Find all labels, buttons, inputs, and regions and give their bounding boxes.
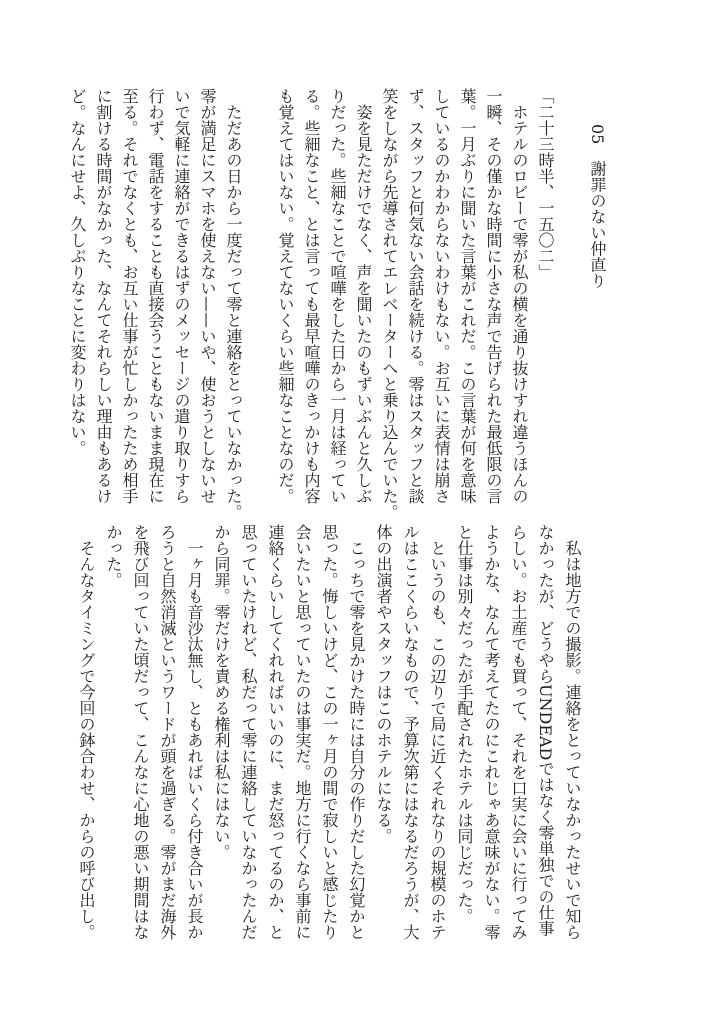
text-line: る。些細なこと、とは言っても最早喧嘩のきっかけも内容	[302, 88, 321, 504]
text-line: を飛び回っていた頃だって、こんなに心地の悪い期間はな	[131, 524, 150, 940]
text-line: りだった。些細なことで喧嘩をした日から一月は経ってい	[328, 88, 347, 504]
top-text-block	[64, 88, 610, 520]
text-line: 一瞬、その僅かな時間に小さな声で告げられた最低限の言	[484, 88, 503, 504]
chapter-title: 05 謝罪のない仲直り	[588, 124, 607, 289]
text-line: 姿を見ただけでなく、声を聞いたのもずいぶんと久しぶ	[354, 88, 373, 504]
text-line: なかったが、どうやらUNDEADではなく零単独での仕事	[536, 524, 555, 937]
text-line: 会いたいと思っていたのは事実だ。地方に行くなら事前に	[293, 524, 312, 940]
text-line: と仕事は別々だったが手配されたホテルは同じだった。	[455, 524, 474, 924]
text-line: に割ける時間がなかった、なんてそれらしい理由もあるけ	[94, 88, 113, 504]
text-line: 一ヶ月も音沙汰無し、ともあればいくら付き合いが長か	[185, 524, 204, 940]
text-line: 私は地方での撮影。連絡をとっていなかったせいで知ら	[563, 524, 582, 940]
text-line: ようかな、なんて考えてたのにこれじゃあ意味がない。零	[482, 524, 501, 940]
text-line: ルはここくらいなもので、予算次第にはなるだろうが、大	[401, 524, 420, 940]
text-line: こっちで零を見かけた時には自分の作りだした幻覚かと	[347, 524, 366, 940]
text-line: 体の出演者やスタッフはこのホテルになる。	[374, 524, 393, 844]
text-line: ろうと自然消滅というワードが頭を過ぎる。零がまだ海外	[158, 524, 177, 940]
text-line: らしい。お土産でも買って、それを口実に会いに行ってみ	[509, 524, 528, 940]
blank-line	[246, 88, 272, 504]
text-line: ホテルのロビーで零が私の横を通り抜けすれ違うほんの	[510, 88, 529, 504]
text-line: も覚えてはいない。覚えてないくらい些細なことなのだ。	[276, 88, 295, 504]
text-line: ど。なんにせよ、久しぶりなことに変わりはない。	[68, 88, 87, 456]
text-line: 思った。悔しいけど、この一ヶ月の間で寂しいと感じたり	[320, 524, 339, 940]
text-line: から同罪。零だけを責める権利は私にはない。	[212, 524, 231, 860]
text-line: しているのかわからないわけもない。お互いに表情は崩さ	[432, 88, 451, 504]
text-line: そんなタイミングで今回の鉢合わせ、からの呼び出し。	[77, 524, 96, 940]
text-line: ず、スタッフと何気ない会話を続ける。零はスタッフと談	[406, 88, 425, 504]
bottom-text-block	[73, 524, 586, 940]
text-line: 笑をしながら先導されてエレベーターへと乗り込んでいた。	[380, 88, 399, 520]
text-line: 零が満足にスマホを使えない——いや、使おうとしないせ	[198, 88, 217, 504]
text-line: 思っていたけれど、私だって零に連絡していなかったんだ	[239, 524, 258, 940]
text-line: というのも、この辺りで局に近くそれなりの規模のホテ	[428, 524, 447, 940]
text-line: いで気軽に連絡ができるはずのメッセージの遣り取りすら	[172, 88, 191, 504]
text-line: 「二十三時半、一五〇二」	[536, 88, 555, 280]
text-line: 至る。それでなくとも、お互い仕事が忙しかったため相手	[120, 88, 139, 504]
text-line: 行わず、電話をすることも直接会うこともないまま現在に	[146, 88, 165, 504]
text-line: ただあの日から一度だって零と連絡をとっていなかった。	[224, 88, 243, 520]
text-line: 葉。一月ぶりに聞いた言葉がこれだ。この言葉が何を意味	[458, 88, 477, 504]
text-line: 連絡くらいしてくれればいいのに、まだ怒ってるのか、と	[266, 524, 285, 940]
text-line: かった。	[104, 524, 123, 588]
